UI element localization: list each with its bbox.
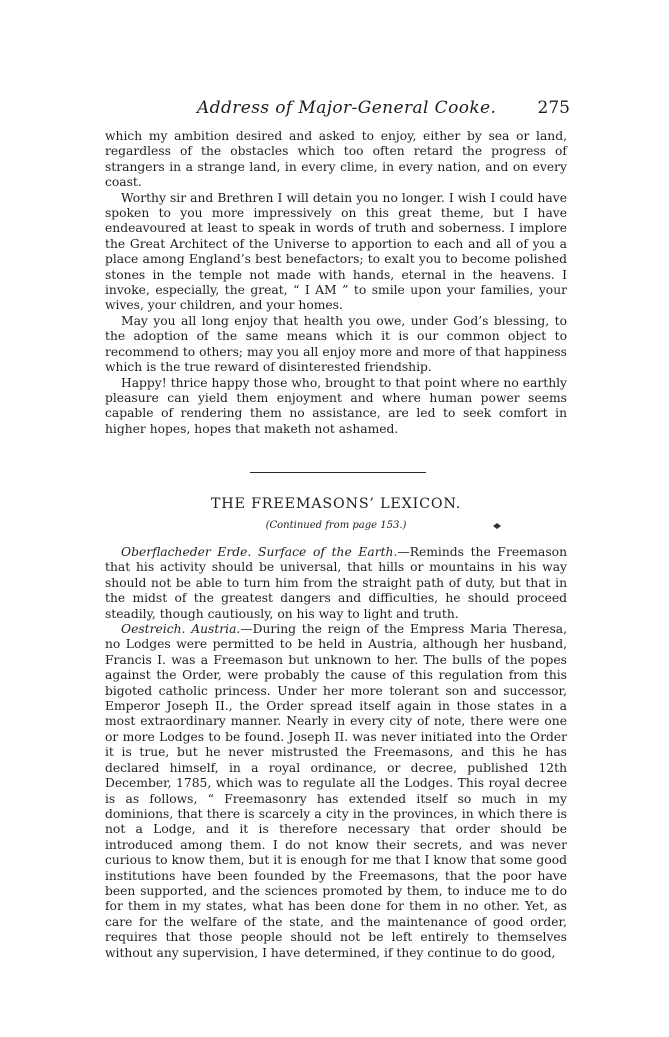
entry-text: —During the reign of the Empress Maria Theresa, no Lodges were permitted to be held in Austria, although her husband, Francis I. was a Freemason but unknown to her. The bulls of the popes against the Order, were probably the cause of this regulation from this bigoted catholic princess. Under her more tolerant son and successor, Emperor Joseph II., the Order spread itself again in those states in a most extraordinary manner. Nearly in every city of note, there were one or more Lodges to be found. Joseph II. was never initiated into the Order it is true, but he never mistrusted the Freemasons, and this he has declared himself, in a royal ordinance, or decree, published 12th December, 1785, which was to regulate all the Lodges. This royal decree is as follows, “ Freemasonry has extended itself so much in my dominions, that there is scarcely a city in the provinces, in which there is not a Lodge, and it is therefore necessary that order should be introduced among them. I do not know their secrets, and was never curious to know them, but it is enough for me that I know that some good institutions have been founded by the Freemasons, that the poor have been supported, and the sciences promoted by them, to induce me to do for them in my states, what has been done for them in no other. Yet, as care for the welfare of the state, and the maintenance of good order, requires that those people should not be left entirely to themselves without any supervision, I have determined, if they continue to do good, (105, 622, 567, 960)
address-text (105, 129, 567, 437)
entry-translation: Surface of the Earth. (258, 545, 398, 559)
address-paragraph: Worthy sir and Brethren I will detain you no longer. I wish I could have spoken to you more impressively on this great theme, but I have endeavoured at least to speak in words of truth and soberness. I implore the Great Architect of the Universe to apportion to each and all of you a place among England’s best benefactors; to exalt you to become polished stones in the temple not made with hands, eternal in the heavens. I invoke, especially, the great, “ I AM ” to smile upon your families, your wives, your children, and your homes. (105, 190, 567, 313)
running-title: Address of Major-General Cooke. (197, 98, 497, 118)
printer-mark-icon (492, 522, 502, 530)
lexicon-text (105, 545, 567, 961)
address-paragraph: May you all long enjoy that health you owe, under God’s blessing, to the adoption of the same means which it is our common object to recommend to others; may you all enjoy more and more of that happiness which is the true reward of disinterested friendship. (105, 313, 567, 375)
address-paragraph: Happy! thrice happy those who, brought to that point where no earthly pleasure can yield them enjoyment and where human power seems capable of rendering them no assistance, are led to seek comfort in higher hopes, hopes that maketh not ashamed. (105, 375, 567, 436)
lexicon-entry (105, 622, 567, 961)
section-title: THE FREEMASONS’ LEXICON. (210, 496, 462, 512)
continued-note: (Continued from page 153.) (265, 520, 407, 531)
section-divider (250, 472, 426, 473)
entry-translation: Austria. (191, 622, 241, 637)
entry-text: —Reminds the Freemason that his activity should be universal, that hills or mountains in his way should not be able to turn him from the straight path of duty, but that in the midst of the greatest dangers and difficulties, he should proceed steadily, though cautiously, on his way to light and truth. (105, 545, 568, 621)
page-number: 275 (537, 98, 570, 118)
entry-term: Oberflacheder Erde. (121, 545, 252, 559)
lexicon-entry (105, 545, 567, 622)
page-header (105, 98, 570, 122)
entry-term: Oestreich. (121, 622, 186, 637)
address-paragraph: which my ambition desired and asked to enjoy, either by sea or land, regardless of the obstacles which too often retard the progress of strangers in a strange land, in every clime, in every nation, and on every coast. (105, 129, 567, 190)
